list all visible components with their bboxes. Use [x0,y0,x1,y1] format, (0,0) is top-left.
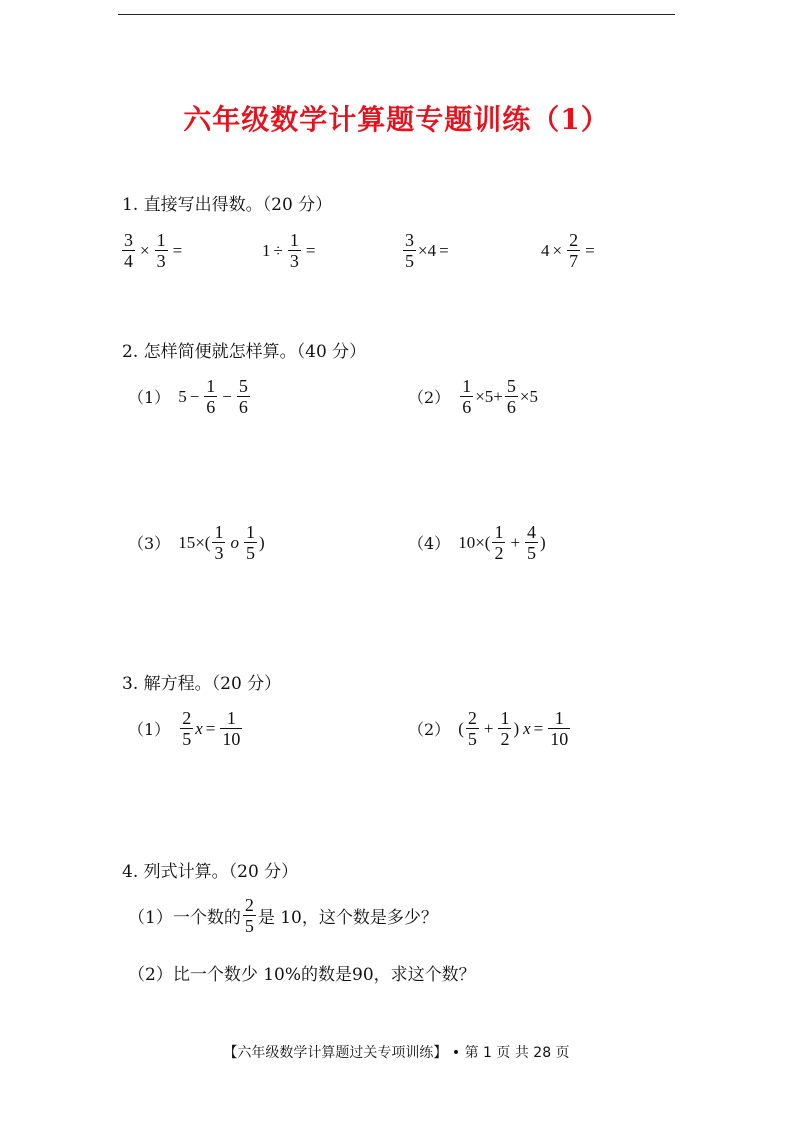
section-1-heading: 1. 直接写出得数。（20 分） [122,195,333,215]
fraction: $\frac{1}{6}$ [462,376,472,417]
s4-question-1: （1）一个数的 $\frac{2}{5}$ 是 10，这个数是多少？ [128,895,438,936]
fraction: $\frac{1}{6}$ [206,376,216,417]
fraction: $\frac{5}{6}$ [238,376,248,417]
page-footer: 【六年级数学计算题过关专项训练】 • 第 1 页 共 28 页 [223,1045,570,1061]
fraction: $\frac{2}{5}$ [467,708,477,749]
page-title: 六年级数学计算题专题训练（1） [183,103,610,136]
s1-problem-1: $\frac{3}{4}$ × $\frac{1}{3}$ = [124,230,183,271]
s3-equation-2: （2） ( $\frac{2}{5}$ + $\frac{1}{2}$ ) x = $\frac{1}{10}$ [408,708,569,749]
fraction: $\frac{5}{6}$ [506,376,516,417]
s2-question-2: （2） $\frac{1}{6}$ ×5+ $\frac{5}{6}$ ×5 [408,376,538,417]
fraction: $\frac{1}{10}$ [222,708,241,749]
fraction: $\frac{1}{2}$ [494,522,504,563]
fraction: $\frac{3}{5}$ [405,230,414,271]
section-4-heading: 4. 列式计算。（20 分） [122,862,299,882]
s3-equation-1: （1） $\frac{2}{5}$ x = $\frac{1}{10}$ [128,708,241,749]
s2-question-4: （4） 10×( $\frac{1}{2}$ + $\frac{4}{5}$ ) [408,522,546,563]
fraction: $\frac{1}{10}$ [550,708,569,749]
s1-problem-3: $\frac{3}{5}$ ×4 = [405,230,449,271]
fraction: $\frac{1}{3}$ [289,230,299,271]
s1-problem-2: 1 ÷ $\frac{1}{3}$ = [262,230,316,271]
fraction: $\frac{3}{4}$ [124,230,133,271]
section-3-heading: 3. 解方程。（20 分） [122,674,282,694]
s2-question-1: （1） 5 − $\frac{1}{6}$ − $\frac{5}{6}$ [128,376,248,417]
s2-question-3: （3） 15×( $\frac{1}{3}$ o $\frac{1}{5}$ ) [128,522,265,563]
s1-problem-4: 4 × $\frac{2}{7}$ = [541,230,595,271]
s4-question-2: （2）比一个数少 10%的数是90，求这个数？ [128,965,476,985]
fraction: $\frac{2}{5}$ [244,895,254,936]
fraction: $\frac{2}{7}$ [569,230,579,271]
section-2-heading: 2. 怎样简便就怎样算。（40 分） [122,342,367,362]
fraction: $\frac{4}{5}$ [527,522,537,563]
fraction: $\frac{2}{5}$ [182,708,192,749]
fraction: $\frac{1}{5}$ [245,522,255,563]
fraction: $\frac{1}{3}$ [156,230,166,271]
fraction: $\frac{1}{3}$ [214,522,224,563]
fraction: $\frac{1}{2}$ [500,708,510,749]
top-rule [118,14,675,15]
